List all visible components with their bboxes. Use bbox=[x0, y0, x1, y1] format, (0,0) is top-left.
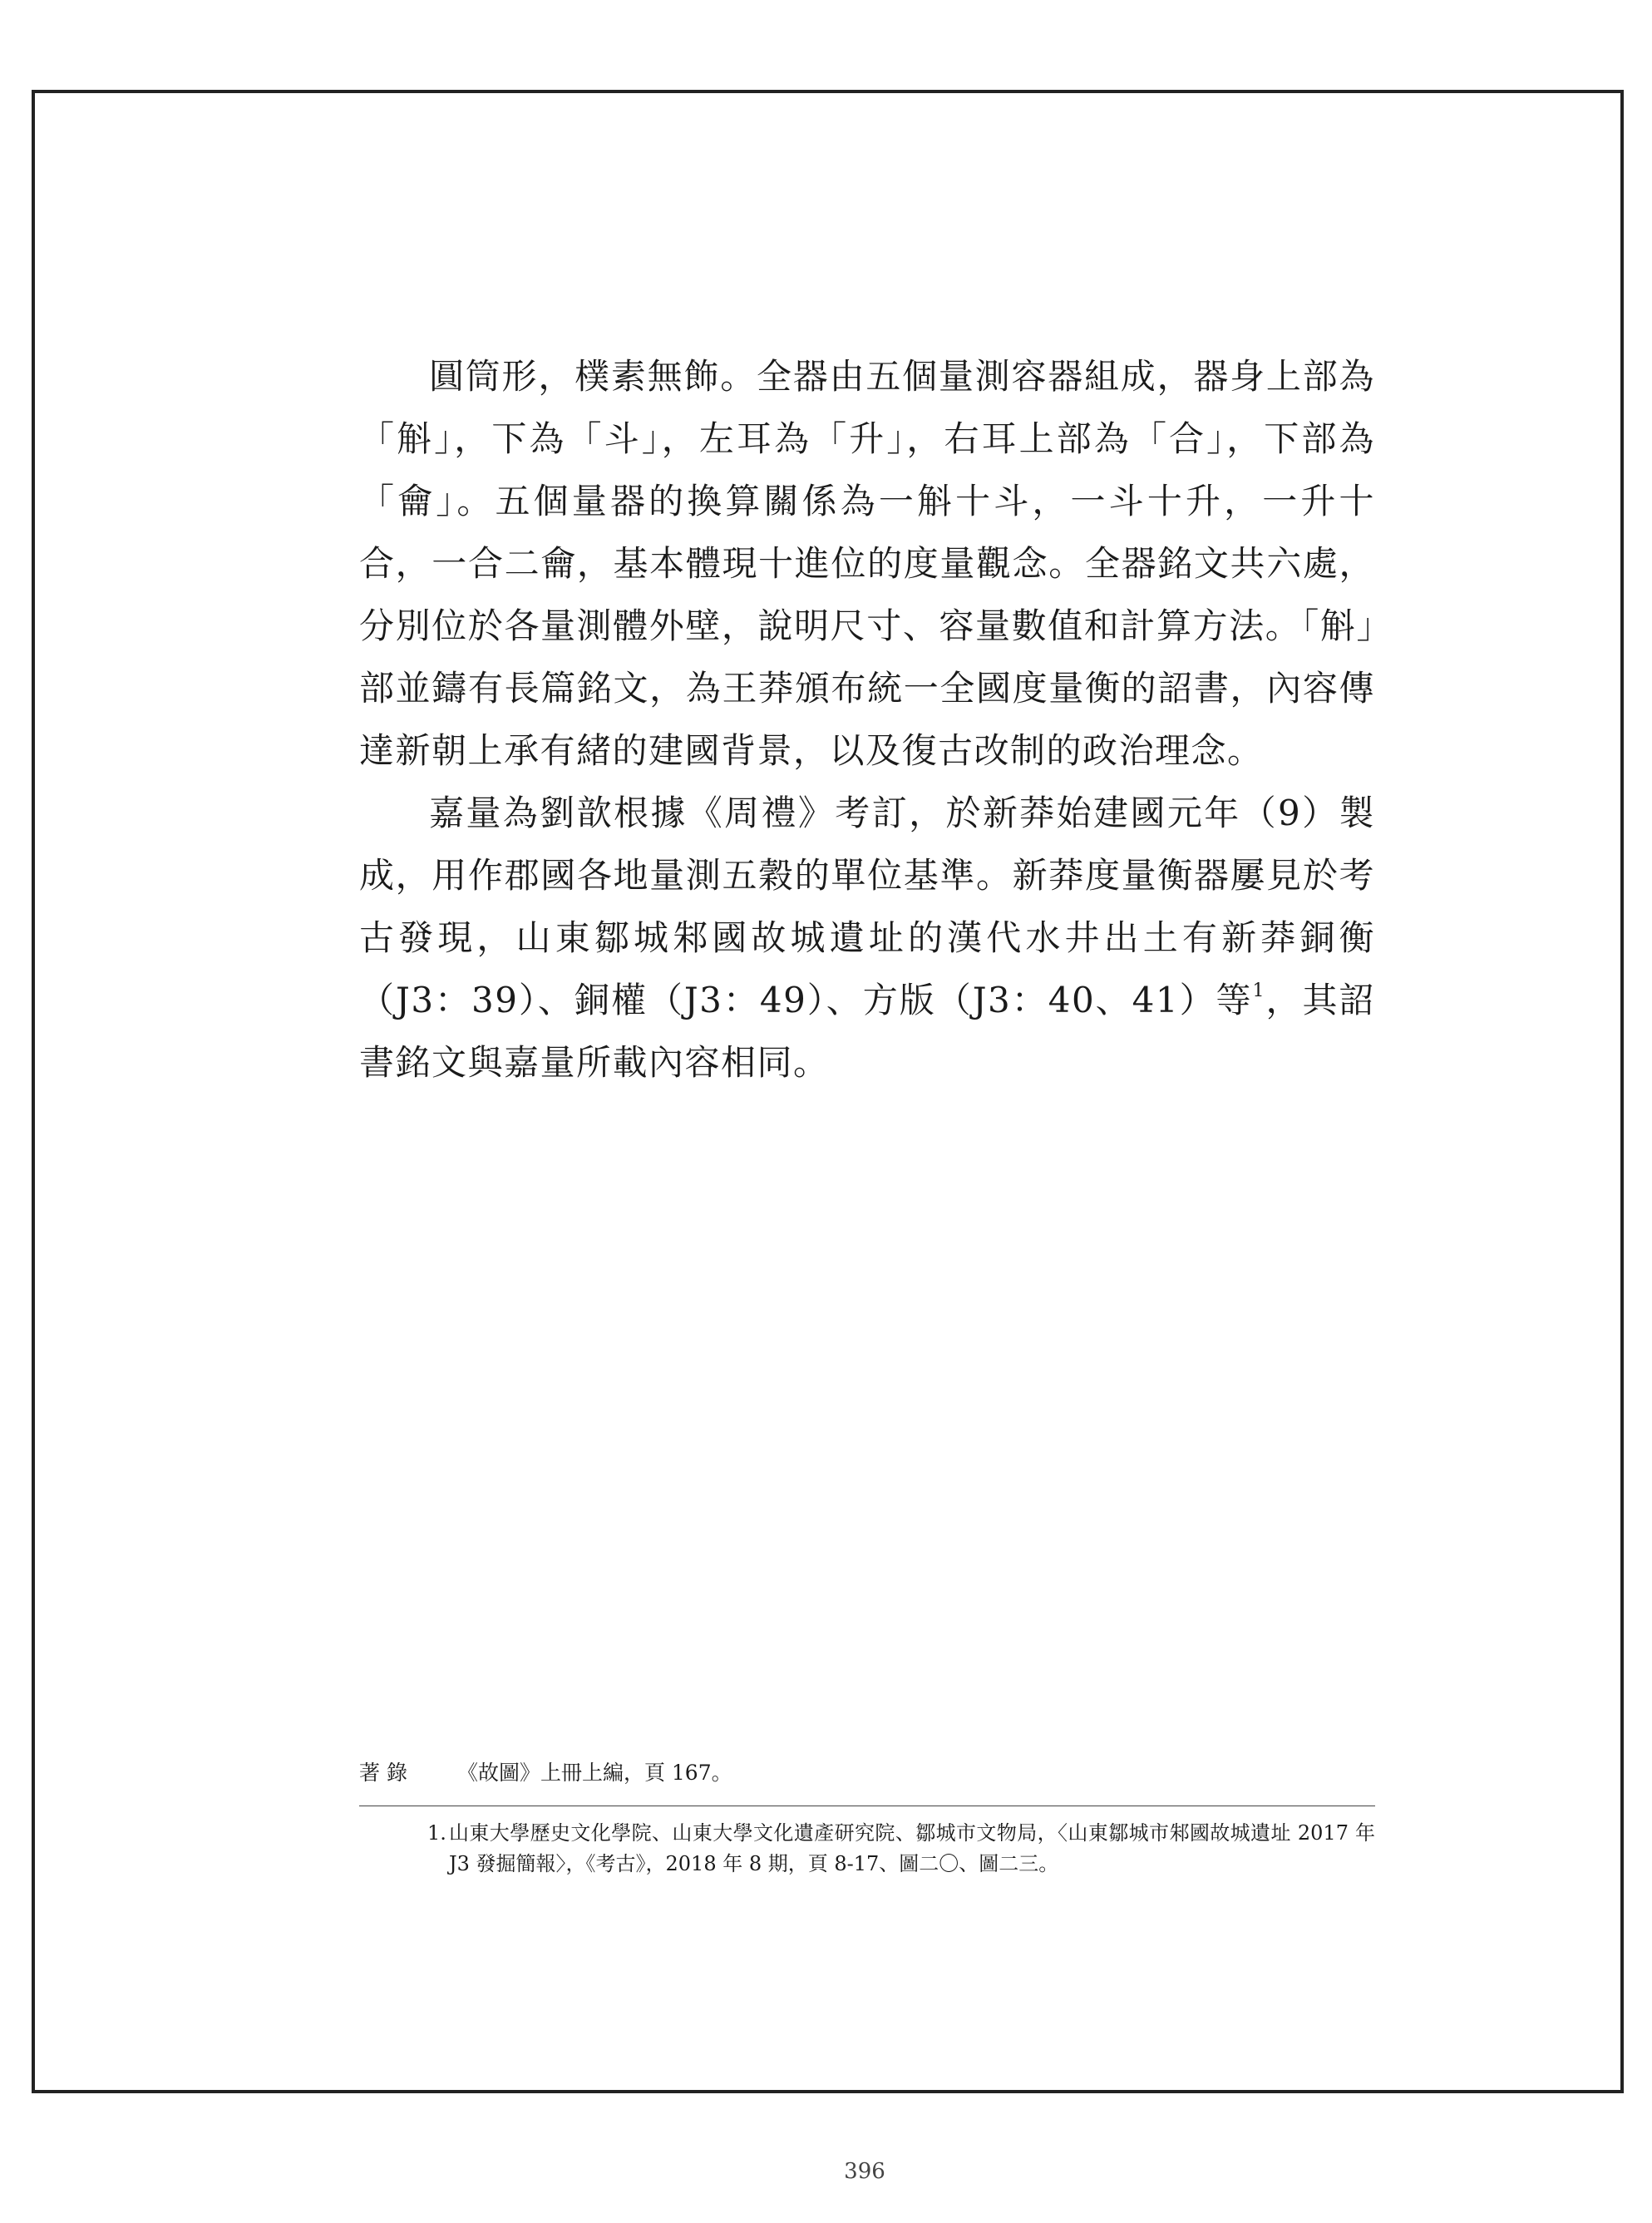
paragraph-2-text-a: 嘉量為劉歆根據《周禮》考訂，於新莽始建國元年（9）製成，用作郡國各地量測五穀的單位基準。新莽度量衡器屢見於考古發現，山東鄒城邾國故城遺址的漢代水井出土有新莽銅衡（J3：39）、銅權（J3：49）、方版（J3：40、41）等 bbox=[359, 793, 1375, 1020]
paragraph-2-text-b: ，其詔書銘文與嘉量所載內容相同。 bbox=[359, 980, 1375, 1083]
footnote bbox=[427, 1818, 1375, 1880]
record-text: 《故圖》上冊上編，頁 167。 bbox=[456, 1761, 732, 1785]
footnote-text: 山東大學歷史文化學院、山東大學文化遺產研究院、鄒城市文物局，〈山東鄒城市邾國故城遺址 2017 年 J3 發掘簡報〉，《考古》，2018 年 8 期，頁 8-17、圖二〇、圖二三。 bbox=[449, 1821, 1375, 1875]
footnote-number: 1. bbox=[427, 1821, 446, 1845]
paragraph-2 bbox=[359, 782, 1375, 1094]
main-text bbox=[359, 345, 1375, 1094]
bibliographic-record bbox=[359, 1756, 1375, 1790]
footnote-reference[interactable]: 1 bbox=[1252, 981, 1266, 1001]
paragraph-1: 圓筒形，樸素無飾。全器由五個量測容器組成，器身上部為「斛」，下為「斗」，左耳為「升」，右耳上部為「合」，下部為「龠」。五個量器的換算關係為一斛十斗，一斗十升，一升十合，一合二龠，基本體現十進位的度量觀念。全器銘文共六處，分別位於各量測體外壁，說明尺寸、容量數值和計算方法。「斛」部並鑄有長篇銘文，為王莽頒布統一全國度量衡的詔書，內容傳達新朝上承有緒的建國背景，以及復古改制的政治理念。 bbox=[359, 356, 1375, 771]
record-label: 著錄 bbox=[359, 1761, 415, 1785]
page-number: 396 bbox=[844, 2159, 885, 2184]
